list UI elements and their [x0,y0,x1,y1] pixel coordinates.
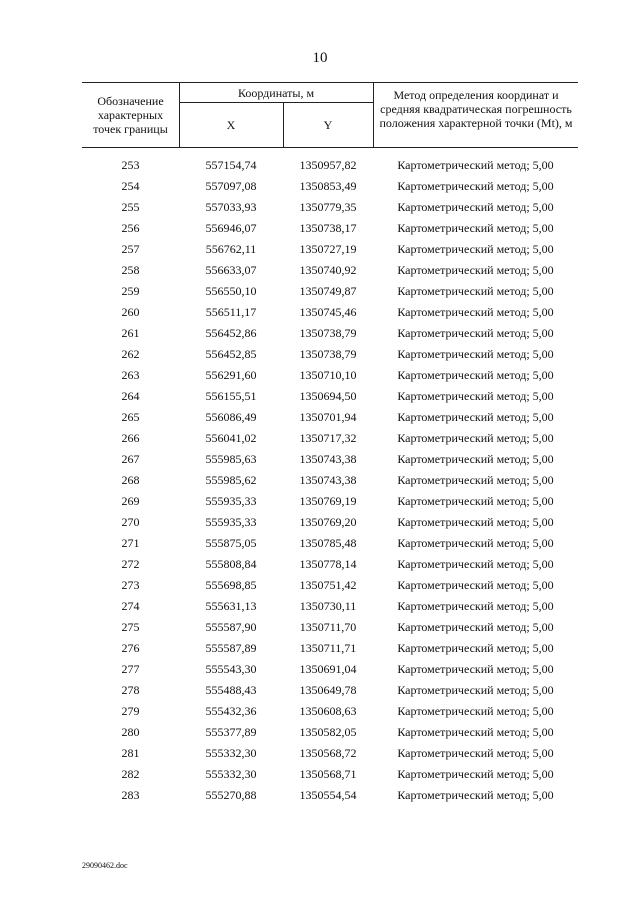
header-method-label: Метод определения координат и средняя квадратическая погрешность положения характерной точки (Mt), м [379,88,573,130]
method-cell: Картометрический метод; 5,00 [397,599,554,613]
page-number: 10 [312,50,328,66]
x-coordinate-cell: 555935,33 [205,494,257,508]
x-coordinate-cell: 557154,74 [205,158,257,172]
method-cell: Картометрический метод; 5,00 [397,557,554,571]
point-id-cell: 259 [121,284,140,298]
x-coordinate-cell: 555587,90 [205,620,257,634]
table-row [82,701,578,722]
table-row [82,155,578,176]
table-row [82,785,578,806]
y-coordinate-cell: 1350711,70 [299,620,357,634]
x-coordinate-cell: 555543,30 [205,662,257,676]
y-coordinate-cell: 1350745,46 [299,305,357,319]
point-id-cell: 269 [121,494,140,508]
method-cell: Картометрический метод; 5,00 [397,578,554,592]
method-cell: Картометрический метод; 5,00 [397,704,554,718]
method-cell: Картометрический метод; 5,00 [397,158,554,172]
point-id-cell: 257 [121,242,140,256]
table-row [82,407,578,428]
table-row [82,281,578,302]
point-id-cell: 265 [121,410,140,424]
method-cell: Картометрический метод; 5,00 [397,494,554,508]
method-cell: Картометрический метод; 5,00 [397,179,554,193]
x-coordinate-cell: 555935,33 [205,515,257,529]
x-coordinate-cell: 556155,51 [205,389,257,403]
method-cell: Картометрический метод; 5,00 [397,200,554,214]
point-id-cell: 253 [121,158,140,172]
method-cell: Картометрический метод; 5,00 [397,515,554,529]
y-coordinate-cell: 1350749,87 [299,284,357,298]
y-coordinate-cell: 1350568,72 [299,746,357,760]
point-id-cell: 254 [121,179,140,193]
method-cell: Картометрический метод; 5,00 [397,221,554,235]
x-coordinate-cell: 556452,86 [205,326,257,340]
method-cell: Картометрический метод; 5,00 [397,641,554,655]
x-coordinate-cell: 557033,93 [205,200,257,214]
method-cell: Картометрический метод; 5,00 [397,662,554,676]
x-coordinate-cell: 556511,17 [205,305,257,319]
point-id-cell: 278 [121,683,140,697]
point-id-cell: 277 [121,662,140,676]
point-id-cell: 256 [121,221,140,235]
method-cell: Картометрический метод; 5,00 [397,242,554,256]
file-name-footer: 29090462.doc [82,861,128,870]
y-coordinate-cell: 1350743,38 [299,452,357,466]
table-row [82,218,578,239]
method-cell: Картометрический метод; 5,00 [397,788,554,802]
method-cell: Картометрический метод; 5,00 [397,305,554,319]
header-point-label: Обозначение характерных точек границы [93,94,168,136]
table-row [82,344,578,365]
point-id-cell: 260 [121,305,140,319]
point-id-cell: 268 [121,473,140,487]
table-row [82,575,578,596]
point-id-cell: 261 [121,326,140,340]
method-cell: Картометрический метод; 5,00 [397,473,554,487]
y-coordinate-cell: 1350743,38 [299,473,357,487]
table-row [82,386,578,407]
y-coordinate-cell: 1350691,04 [299,662,357,676]
y-coordinate-cell: 1350957,82 [299,158,357,172]
coordinates-table-body [82,155,578,806]
x-coordinate-cell: 555985,62 [205,473,257,487]
y-coordinate-cell: 1350738,79 [299,326,357,340]
point-id-cell: 270 [121,515,140,529]
header-x-label: X [226,118,236,132]
method-cell: Картометрический метод; 5,00 [397,263,554,277]
y-coordinate-cell: 1350608,63 [299,704,357,718]
point-id-cell: 271 [121,536,140,550]
method-cell: Картометрический метод; 5,00 [397,683,554,697]
method-cell: Картометрический метод; 5,00 [397,620,554,634]
y-coordinate-cell: 1350778,14 [299,557,357,571]
point-id-cell: 267 [121,452,140,466]
table-row [82,596,578,617]
point-id-cell: 272 [121,557,140,571]
y-coordinate-cell: 1350730,11 [299,599,357,613]
x-coordinate-cell: 555377,89 [205,725,257,739]
point-id-cell: 274 [121,599,140,613]
x-coordinate-cell: 556452,85 [205,347,257,361]
point-id-cell: 266 [121,431,140,445]
y-coordinate-cell: 1350779,35 [299,200,357,214]
x-coordinate-cell: 555488,43 [205,683,257,697]
y-coordinate-cell: 1350554,54 [299,788,357,802]
method-cell: Картометрический метод; 5,00 [397,368,554,382]
method-cell: Картометрический метод; 5,00 [397,536,554,550]
point-id-cell: 280 [121,725,140,739]
table-row [82,491,578,512]
method-cell: Картометрический метод; 5,00 [397,326,554,340]
method-cell: Картометрический метод; 5,00 [397,767,554,781]
point-id-cell: 283 [121,788,140,802]
header-y-label: Y [323,118,333,132]
y-coordinate-cell: 1350710,10 [299,368,357,382]
table-row [82,197,578,218]
table-row [82,764,578,785]
header-divider-3 [373,82,374,148]
y-coordinate-cell: 1350582,05 [299,725,357,739]
x-coordinate-cell: 555270,88 [205,788,257,802]
x-coordinate-cell: 555631,13 [205,599,257,613]
table-row [82,722,578,743]
table-row [82,512,578,533]
table-header [82,82,578,148]
y-coordinate-cell: 1350751,42 [299,578,357,592]
point-id-cell: 262 [121,347,140,361]
header-bottom-rule [82,147,578,148]
y-coordinate-cell: 1350694,50 [299,389,357,403]
x-coordinate-cell: 555332,30 [205,767,257,781]
table-row [82,449,578,470]
method-cell: Картометрический метод; 5,00 [397,746,554,760]
x-coordinate-cell: 555332,30 [205,746,257,760]
y-coordinate-cell: 1350740,92 [299,263,357,277]
y-coordinate-cell: 1350769,19 [299,494,357,508]
y-coordinate-cell: 1350738,17 [299,221,357,235]
table-row [82,176,578,197]
table-row [82,302,578,323]
coords-underline [179,102,373,103]
table-row [82,659,578,680]
point-id-cell: 255 [121,200,140,214]
method-cell: Картометрический метод; 5,00 [397,347,554,361]
table-row [82,554,578,575]
point-id-cell: 276 [121,641,140,655]
point-id-cell: 282 [121,767,140,781]
x-coordinate-cell: 557097,08 [205,179,257,193]
method-cell: Картометрический метод; 5,00 [397,452,554,466]
header-coords-label: Координаты, м [237,86,315,100]
x-coordinate-cell: 555698,85 [205,578,257,592]
table-row [82,533,578,554]
y-coordinate-cell: 1350568,71 [299,767,357,781]
point-id-cell: 263 [121,368,140,382]
y-coordinate-cell: 1350649,78 [299,683,357,697]
y-coordinate-cell: 1350727,19 [299,242,357,256]
x-coordinate-cell: 556946,07 [205,221,257,235]
method-cell: Картометрический метод; 5,00 [397,410,554,424]
point-id-cell: 264 [121,389,140,403]
x-coordinate-cell: 555808,84 [205,557,257,571]
table-row [82,680,578,701]
y-coordinate-cell: 1350701,94 [299,410,357,424]
method-cell: Картометрический метод; 5,00 [397,431,554,445]
x-coordinate-cell: 556762,11 [205,242,257,256]
x-coordinate-cell: 556041,02 [205,431,257,445]
y-coordinate-cell: 1350738,79 [299,347,357,361]
x-coordinate-cell: 555875,05 [205,536,257,550]
table-row [82,470,578,491]
point-id-cell: 273 [121,578,140,592]
y-coordinate-cell: 1350711,71 [299,641,357,655]
y-coordinate-cell: 1350785,48 [299,536,357,550]
y-coordinate-cell: 1350769,20 [299,515,357,529]
method-cell: Картометрический метод; 5,00 [397,725,554,739]
x-coordinate-cell: 555432,36 [205,704,257,718]
point-id-cell: 258 [121,263,140,277]
point-id-cell: 281 [121,746,140,760]
table-row [82,638,578,659]
x-coordinate-cell: 556086,49 [205,410,257,424]
table-row [82,365,578,386]
x-coordinate-cell: 556550,10 [205,284,257,298]
table-row [82,239,578,260]
y-coordinate-cell: 1350717,32 [299,431,357,445]
table-row [82,260,578,281]
x-coordinate-cell: 556633,07 [205,263,257,277]
header-top-rule [82,82,578,83]
x-coordinate-cell: 555985,63 [205,452,257,466]
point-id-cell: 279 [121,704,140,718]
method-cell: Картометрический метод; 5,00 [397,389,554,403]
x-coordinate-cell: 555587,89 [205,641,257,655]
method-cell: Картометрический метод; 5,00 [397,284,554,298]
table-row [82,617,578,638]
table-row [82,743,578,764]
y-coordinate-cell: 1350853,49 [299,179,357,193]
table-row [82,428,578,449]
point-id-cell: 275 [121,620,140,634]
x-coordinate-cell: 556291,60 [205,368,257,382]
table-row [82,323,578,344]
